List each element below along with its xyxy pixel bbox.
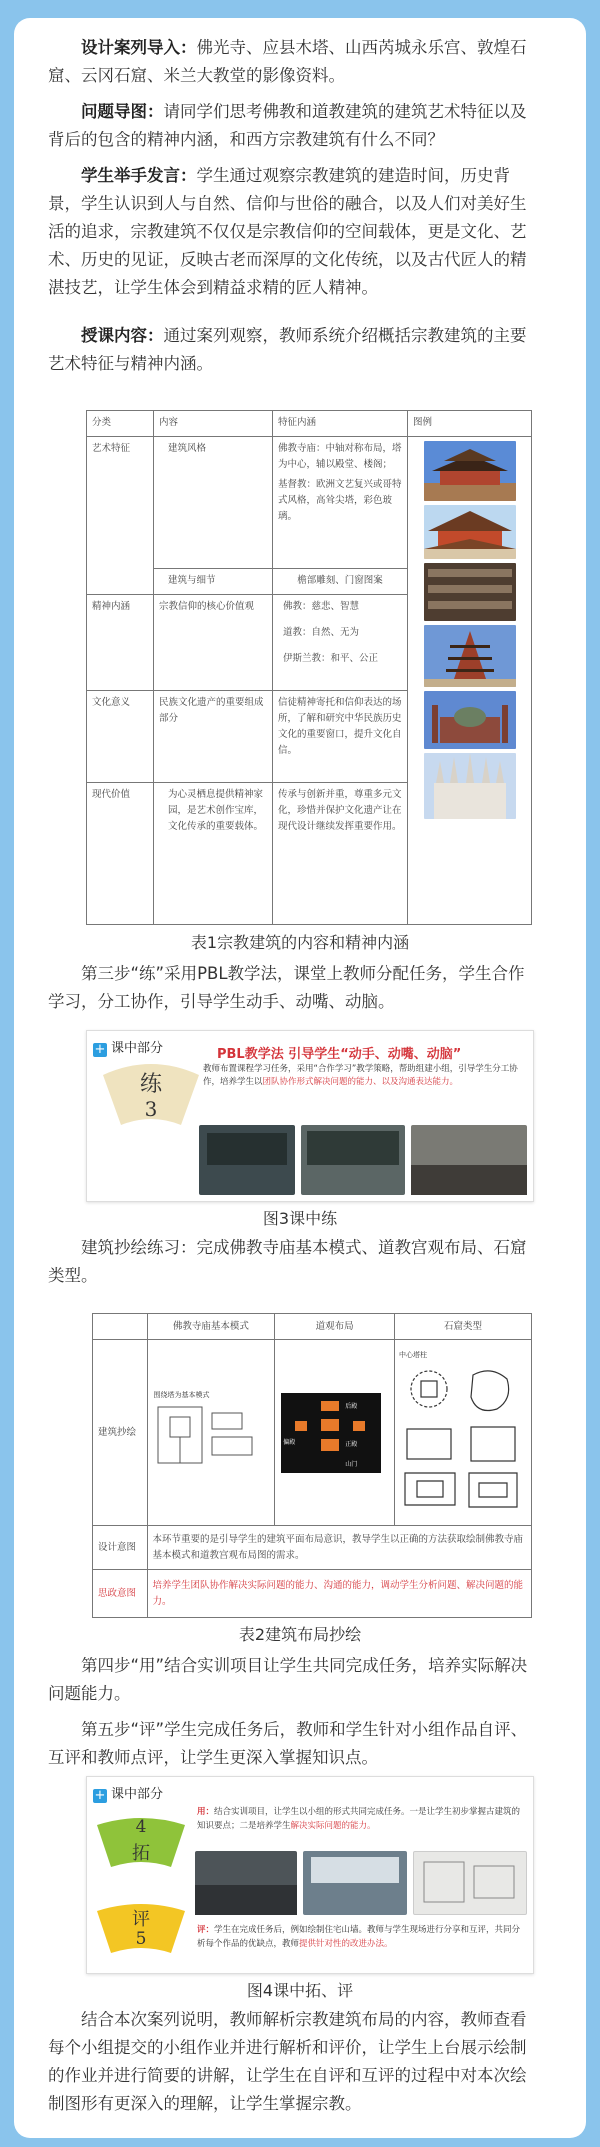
carving-photo (424, 563, 516, 621)
paragraph-step3: 第三步“练”采用PBL教学法，课堂上教师分配任务，学生合作学习，分工协作，引导学生动手、动嘴、动脑。 (48, 964, 525, 1011)
caption-fig4: 图4课中拓、评 (246, 1981, 354, 2000)
table-layout-drawing (92, 1313, 532, 1618)
table2-design-intent-text: 本环节重要的是引导学生的建筑平面布局意识，教导学生以正确的方法获取绘制佛教寺庙基本模式和道教宫观布局图的需求。 (147, 1526, 531, 1570)
classroom-photo-2 (301, 1125, 405, 1195)
table1-cell-modern: 现代价值 (87, 783, 154, 925)
paragraph-case-intro: 设计案列导入：佛光寺、应县木塔、山西芮城永乐宫、敦煌石窟、云冈石窟、米兰大教堂的影像资料。 (48, 38, 527, 85)
extend-badge-char: 拓 (132, 1843, 150, 1864)
panel-practice (86, 1030, 534, 1202)
table1-cell-style: 建筑风格 (154, 437, 273, 569)
table1-cell-heritage-feature: 信徒精神寄托和信仰表达的场所，了解和研究中华民族历史文化的重要窗口，提升文化自信。 (273, 691, 408, 783)
paragraph-step5: 第五步“评”学生完成任务后，教师和学生针对小组作品自评、互评和教师点评，让学生更深入掌握知识点。 (48, 1720, 528, 1767)
evaluate-description: 评：学生在完成任务后，例如绘制住宅山墙。教师与学生现场进行分享和互评，共同分析每个作品的优缺点，教师提供针对性的改进办法。 (197, 1925, 521, 1949)
extend-photo-3 (413, 1851, 527, 1915)
paragraph-teaching-content: 授课内容：通过案列观察，教师系统介绍概括宗教建筑的主要艺术特征与精神内涵。 (48, 326, 527, 373)
cathedral-photo (424, 753, 516, 819)
table1-header-content: 内容 (154, 411, 273, 437)
table1-cell-modern-content: 为心灵栖息提供精神家园，是艺术创作宝库，文化传承的重要载体。 (154, 783, 273, 925)
plus-icon-2: + (94, 1788, 106, 1803)
panel-extend-evaluate (86, 1776, 534, 1974)
table2-ideology-text: 培养学生团队协作解决实际问题的能力、沟通的能力，调动学生分析问题、解决问题的能力。 (147, 1570, 531, 1618)
apply-description: 用：结合实训项目，让学生以小组的形式共同完成任务。一是让学生初步掌握古建筑的知识要点；二是培养学生解决实际问题的能力。 (197, 1807, 521, 1831)
extend-badge-number: 4 (135, 1817, 147, 1837)
paragraph-summary: 结合本次案列说明，教师解析宗教建筑布局的内容，教师查看每个小组提交的小组作业并进行解析和评价，让学生上台展示绘制的作业并进行简要的讲解，让学生在自评和互评的过程中对本次绘制图形有更深入的理解，让学生掌握宗教。 (48, 2010, 527, 2113)
pagoda-photo (424, 505, 516, 559)
mosque-photo (424, 691, 516, 749)
evaluate-badge-number: 5 (135, 1929, 147, 1949)
section-tag: + 课中部分 (94, 1041, 164, 1057)
extend-photo-1 (195, 1851, 297, 1915)
table1-photo-column (408, 437, 532, 925)
caption-table2: 表2建筑布局抄绘 (238, 1625, 362, 1644)
table1-cell-core-values: 宗教信仰的核心价值观 (154, 595, 273, 691)
classroom-photo-3 (411, 1125, 527, 1195)
extend-photo-2 (303, 1851, 407, 1915)
temple-plan-title: 围绕塔为基本模式 (153, 1390, 210, 1399)
grotto-types-cell (395, 1340, 532, 1526)
pbl-description: 教师布置课程学习任务，采用“合作学习”教学策略，帮助组建小组，引导学生分工协作，培养学生以团队协作形式解决问题的能力、以及沟通表达能力。 (203, 1064, 518, 1087)
practice-badge-char: 练 (139, 1072, 162, 1097)
table1-cell-spirit: 精神内涵 (87, 595, 154, 691)
section-tag-2: + 课中部分 (94, 1787, 164, 1803)
table1-cell-detail-feature: 檐部雕刻、门窗图案 (273, 569, 408, 595)
table1-header-illustration: 图例 (408, 411, 532, 437)
temple-plan-cell (147, 1340, 275, 1526)
pbl-title: PBL教学法 引导学生“动手、动嘴、动脑” (217, 1047, 462, 1062)
table1-header-feature: 特征内涵 (273, 411, 408, 437)
table2-header-temple: 佛教寺庙基本模式 (147, 1314, 275, 1340)
plus-icon: + (94, 1042, 106, 1057)
taoist-layout-cell (275, 1340, 395, 1526)
table-religious-architecture (86, 410, 532, 925)
table2-ideology-label: 思政意图 (93, 1570, 148, 1618)
taoist-layout-diagram: 后殿 正殿 山门 偏殿 (281, 1393, 381, 1473)
table1-header-category: 分类 (87, 411, 154, 437)
table2-header-grotto: 石窟类型 (395, 1314, 532, 1340)
classroom-photo-1 (199, 1125, 295, 1195)
table1-cell-culture: 文化意义 (87, 691, 154, 783)
paragraph-drawing-exercise: 建筑抄绘练习：完成佛教寺庙基本模式、道教宫观布局、石窟类型。 (48, 1238, 527, 1285)
evaluate-badge-char: 评 (132, 1909, 150, 1930)
table2-design-intent-label: 设计意图 (93, 1526, 148, 1570)
caption-table1: 表1宗教建筑的内容和精神内涵 (190, 933, 410, 952)
table1-cell-heritage: 民族文化遗产的重要组成部分 (154, 691, 273, 783)
table1-cell-detail: 建筑与细节 (154, 569, 273, 595)
table1-cell-art: 艺术特征 (87, 437, 154, 595)
practice-badge-number: 3 (144, 1097, 158, 1121)
table1-cell-modern-feature: 传承与创新并重，尊重多元文化，珍惜并保护文化遗产让在现代设计继续发挥重要作用。 (273, 783, 408, 925)
paragraph-question: 问题导图：请同学们思考佛教和道教建筑的建筑艺术特征以及背后的包含的精神内涵，和西方宗教建筑有什么不同？ (48, 102, 527, 149)
grotto-types-diagram (399, 1363, 527, 1513)
caption-fig3: 图3课中练 (262, 1209, 338, 1228)
table1-cell-religions: 佛教：慈悲、智慧 道教：自然、无为 伊斯兰教：和平、公正 (273, 595, 408, 691)
wooden-tower-photo (424, 625, 516, 687)
temple-plan-diagram (154, 1403, 262, 1473)
grotto-label: 中心塔柱 (399, 1350, 427, 1359)
table2-row-drawing: 建筑抄绘 (93, 1340, 148, 1526)
table1-cell-style-feature: 佛教寺庙：中轴对称布局，塔为中心，辅以殿堂、楼阁； 基督教：欧洲文艺复兴或哥特式风格，高耸尖塔，彩色玻璃。 (273, 437, 408, 569)
paragraph-student-speech: 学生举手发言：学生通过观察宗教建筑的建造时间，历史背景，学生认识到人与自然、信仰与世俗的融合，以及人们对美好生活的追求，宗教建筑不仅仅是宗教信仰的空间载体，更是文化、艺术、历史的见证，反映古老而深厚的文化传统，以及古代匠人的精湛技艺，让学生体会到精益求精的匠人精神。 (48, 166, 527, 297)
temple-photo (424, 441, 516, 501)
content-card (14, 18, 586, 2138)
table2-header-taoist: 道观布局 (275, 1314, 395, 1340)
paragraph-step4: 第四步“用”结合实训项目让学生共同完成任务，培养实际解决问题能力。 (48, 1656, 528, 1703)
